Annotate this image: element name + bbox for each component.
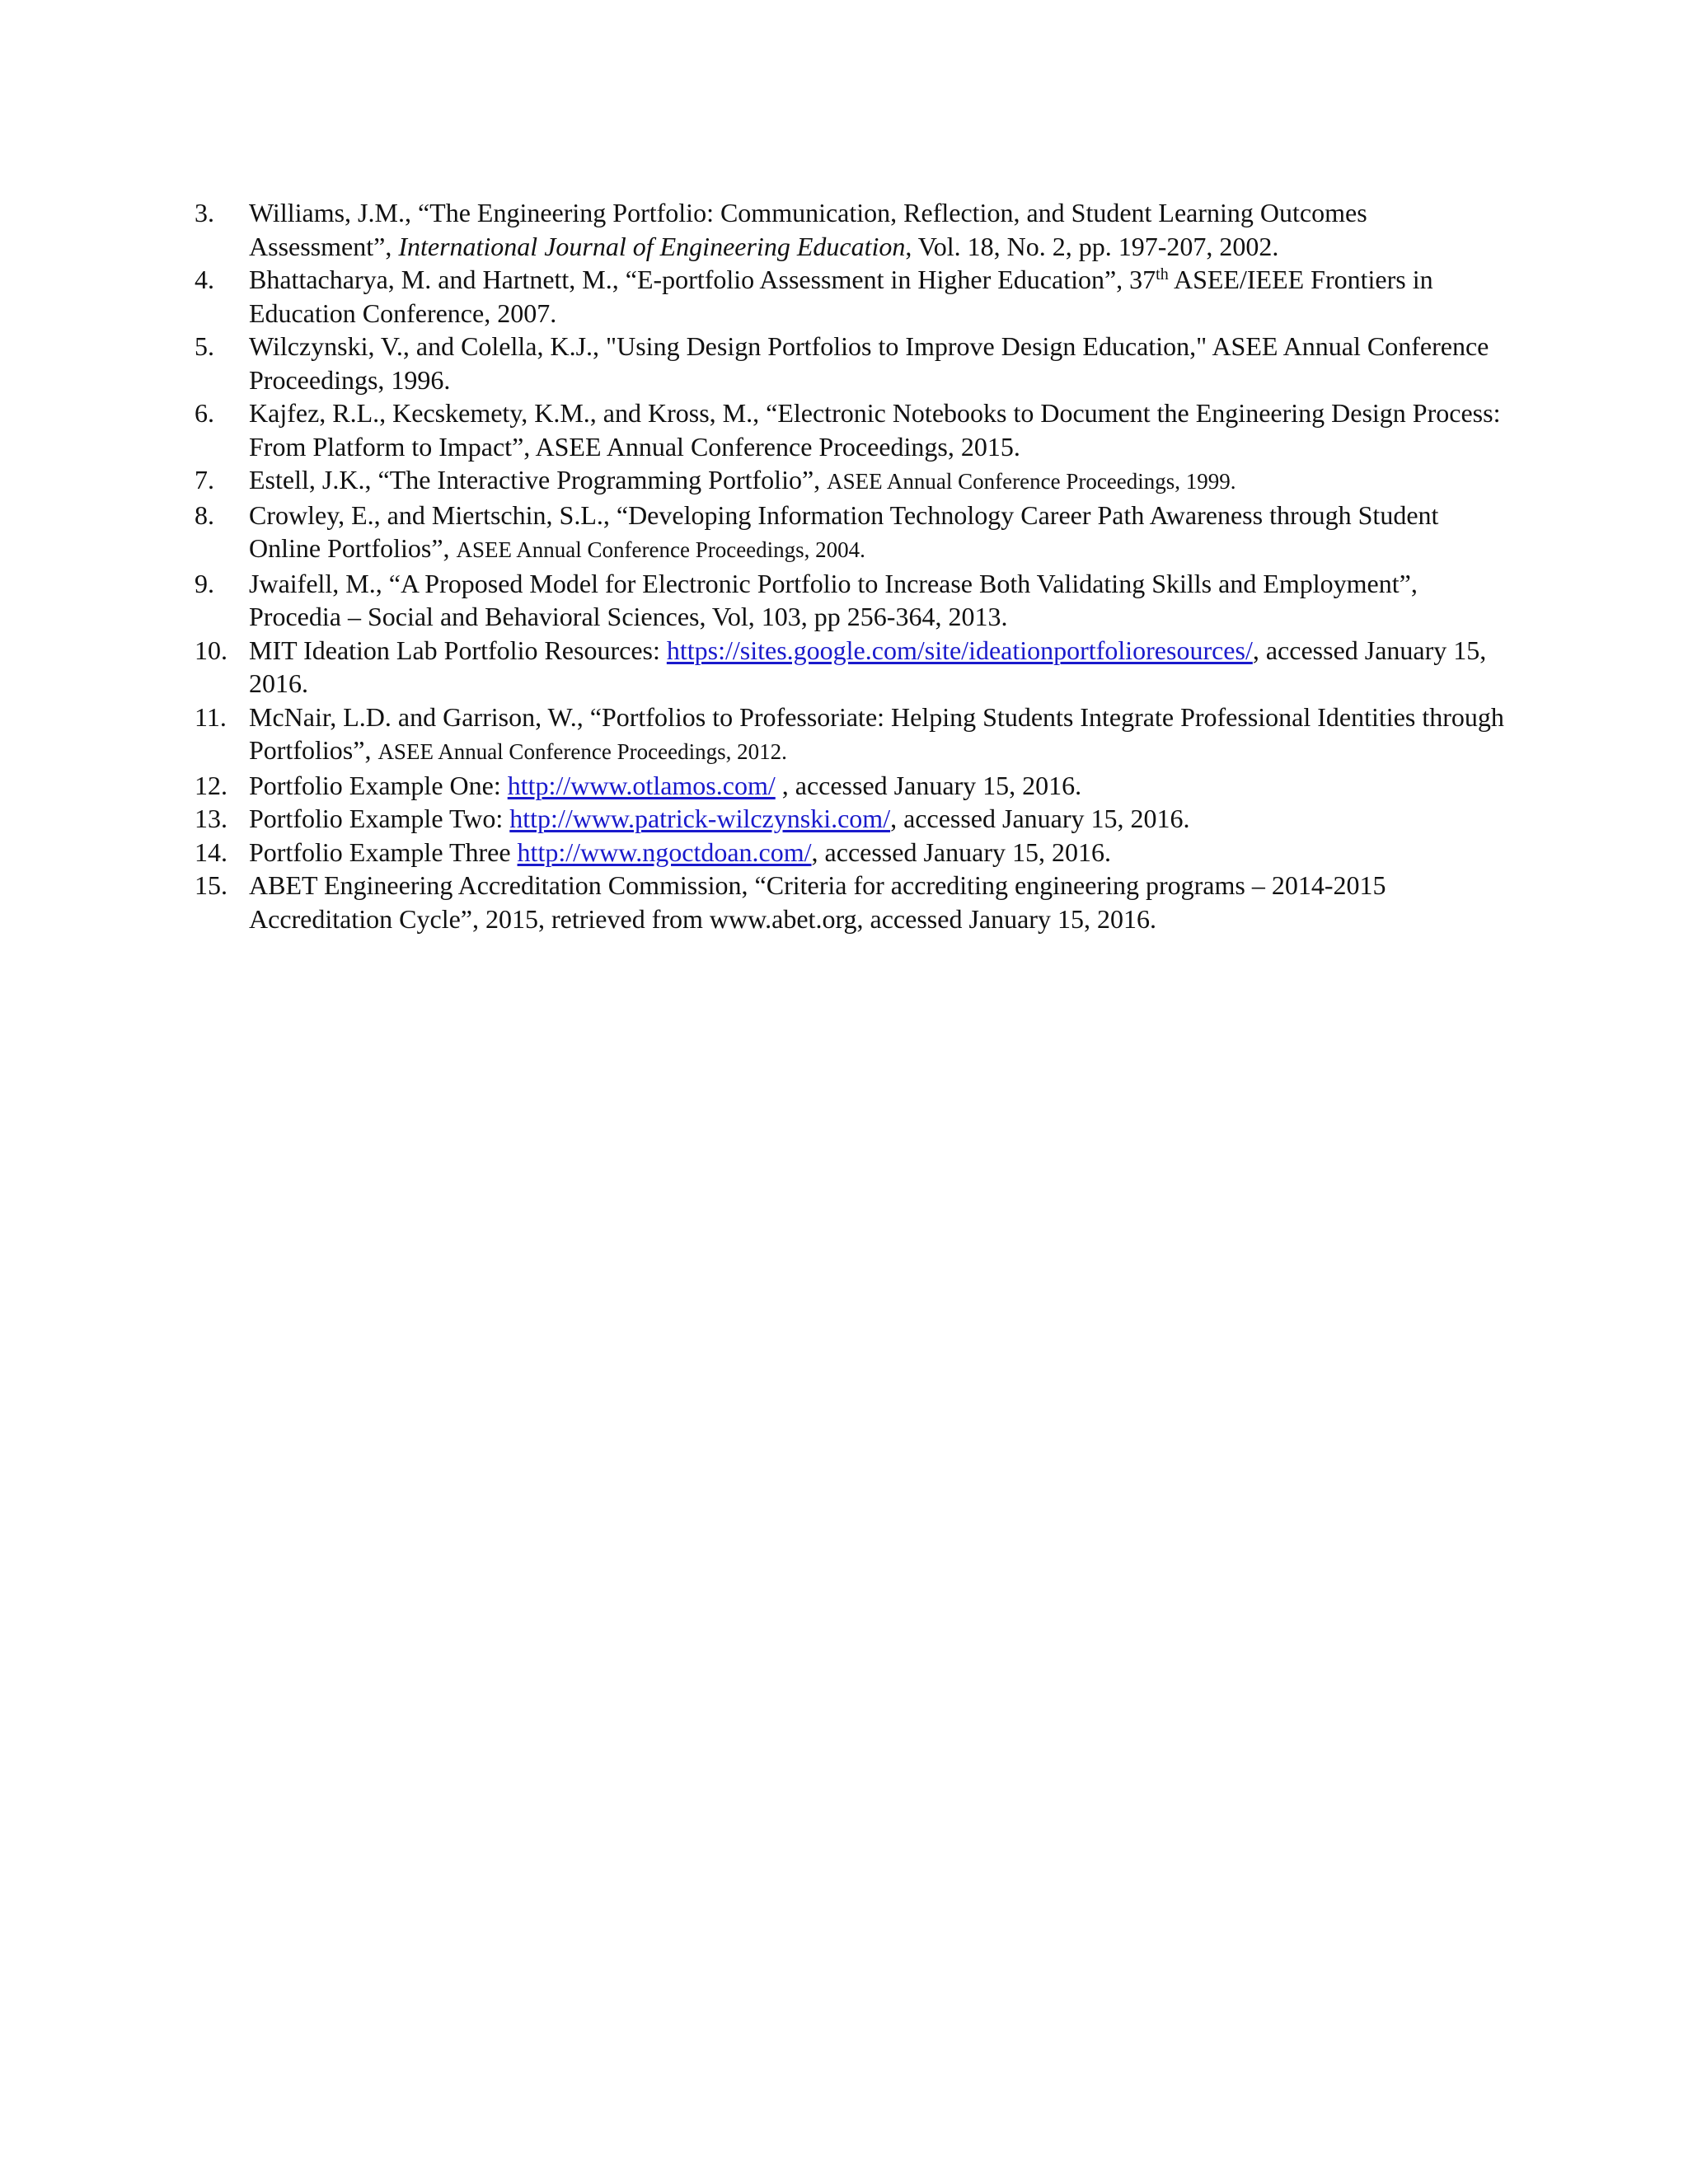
reference-text: Crowley, E., and Miertschin, S.L., “Developing Information Technology Career Path Awareness through Student Online Portfolios”, [249, 499, 1439, 563]
reference-item [195, 701, 1513, 769]
reference-number: 15. [195, 870, 227, 900]
reference-text: Portfolio Example Two: [249, 804, 510, 833]
reference-item [195, 769, 1513, 803]
reference-text: Portfolio Example One: [249, 770, 508, 800]
reference-text-tail: ASEE/IEEE Frontiers in Education Conference, 2007. [249, 265, 1433, 328]
reference-number: 5. [195, 331, 214, 361]
reference-text: Wilczynski, V., and Colella, K.J., "Using Design Portfolios to Improve Design Education," ASEE Annual Conference Proceedings, 1996. [249, 331, 1489, 395]
reference-text: McNair, L.D. and Garrison, W., “Portfolios to Professoriate: Helping Students Integrate Professional Identities through Portfolios”, [249, 701, 1504, 765]
reference-item [195, 499, 1513, 567]
reference-item [195, 330, 1513, 396]
reference-number: 12. [195, 770, 227, 800]
reference-number: 9. [195, 568, 214, 598]
reference-item [195, 869, 1513, 935]
reference-number: 4. [195, 265, 214, 294]
reference-number: 7. [195, 465, 214, 494]
reference-number: 6. [195, 398, 214, 428]
reference-text: Portfolio Example Three [249, 837, 518, 867]
reference-text-tail: , accessed January 15, 2016. [249, 635, 1487, 698]
reference-text: Bhattacharya, M. and Hartnett, M., “E-portfolio Assessment in Higher Education”, 37 [249, 265, 1156, 294]
reference-item [195, 196, 1513, 263]
reference-text: ABET Engineering Accreditation Commission, “Criteria for accrediting engineering programs – 2014-2015 Accreditation Cycle”, 2015, retrieved from www.abet.org, accessed January 15, 2016. [249, 870, 1386, 934]
reference-item [195, 396, 1513, 463]
proceedings-text: ASEE Annual Conference Proceedings, 1999. [827, 469, 1236, 494]
reference-text-tail: , accessed January 15, 2016. [775, 770, 1082, 800]
reference-item [195, 634, 1513, 701]
reference-item [195, 263, 1513, 330]
reference-text-tail: , accessed January 15, 2016. [811, 837, 1111, 867]
reference-link[interactable]: https://sites.google.com/site/ideationportfolioresources/ [666, 635, 1253, 665]
reference-text: Kajfez, R.L., Kecskemety, K.M., and Kross, M., “Electronic Notebooks to Document the Engineering Design Process: From Platform to Impact”, ASEE Annual Conference Proceedings, 2015. [249, 398, 1501, 462]
reference-link[interactable]: http://www.ngoctdoan.com/ [517, 837, 812, 867]
reference-item [195, 463, 1513, 499]
reference-link[interactable]: http://www.otlamos.com/ [507, 770, 776, 800]
reference-item [195, 802, 1513, 836]
reference-number: 13. [195, 804, 227, 833]
reference-text-tail: , accessed January 15, 2016. [890, 804, 1190, 833]
reference-text: Estell, J.K., “The Interactive Programming Portfolio”, [249, 465, 828, 494]
ordinal-superscript: th [1156, 265, 1169, 284]
reference-text: Williams, J.M., “The Engineering Portfolio: Communication, Reflection, and Student Learning Outcomes Assessment”, [249, 198, 1367, 261]
reference-number: 8. [195, 499, 214, 530]
reference-text: MIT Ideation Lab Portfolio Resources: [249, 635, 667, 665]
reference-number: 14. [195, 837, 227, 867]
reference-number: 10. [195, 635, 227, 665]
proceedings-text: ASEE Annual Conference Proceedings, 2012. [377, 739, 787, 764]
reference-link[interactable]: http://www.patrick-wilczynski.com/ [509, 804, 891, 833]
reference-list [195, 196, 1513, 935]
journal-title: International Journal of Engineering Education [398, 231, 906, 261]
reference-number: 11. [195, 701, 227, 732]
reference-number: 3. [195, 198, 214, 227]
reference-text: Jwaifell, M., “A Proposed Model for Electronic Portfolio to Increase Both Validating Skills and Employment”, Procedia – Social and Behavioral Sciences, Vol, 103, pp 256-364, 2013. [249, 568, 1418, 631]
reference-text-tail: , Vol. 18, No. 2, pp. 197-207, 2002. [905, 231, 1279, 261]
proceedings-text: ASEE Annual Conference Proceedings, 2004. [456, 537, 865, 562]
reference-item [195, 836, 1513, 869]
reference-item [195, 567, 1513, 634]
